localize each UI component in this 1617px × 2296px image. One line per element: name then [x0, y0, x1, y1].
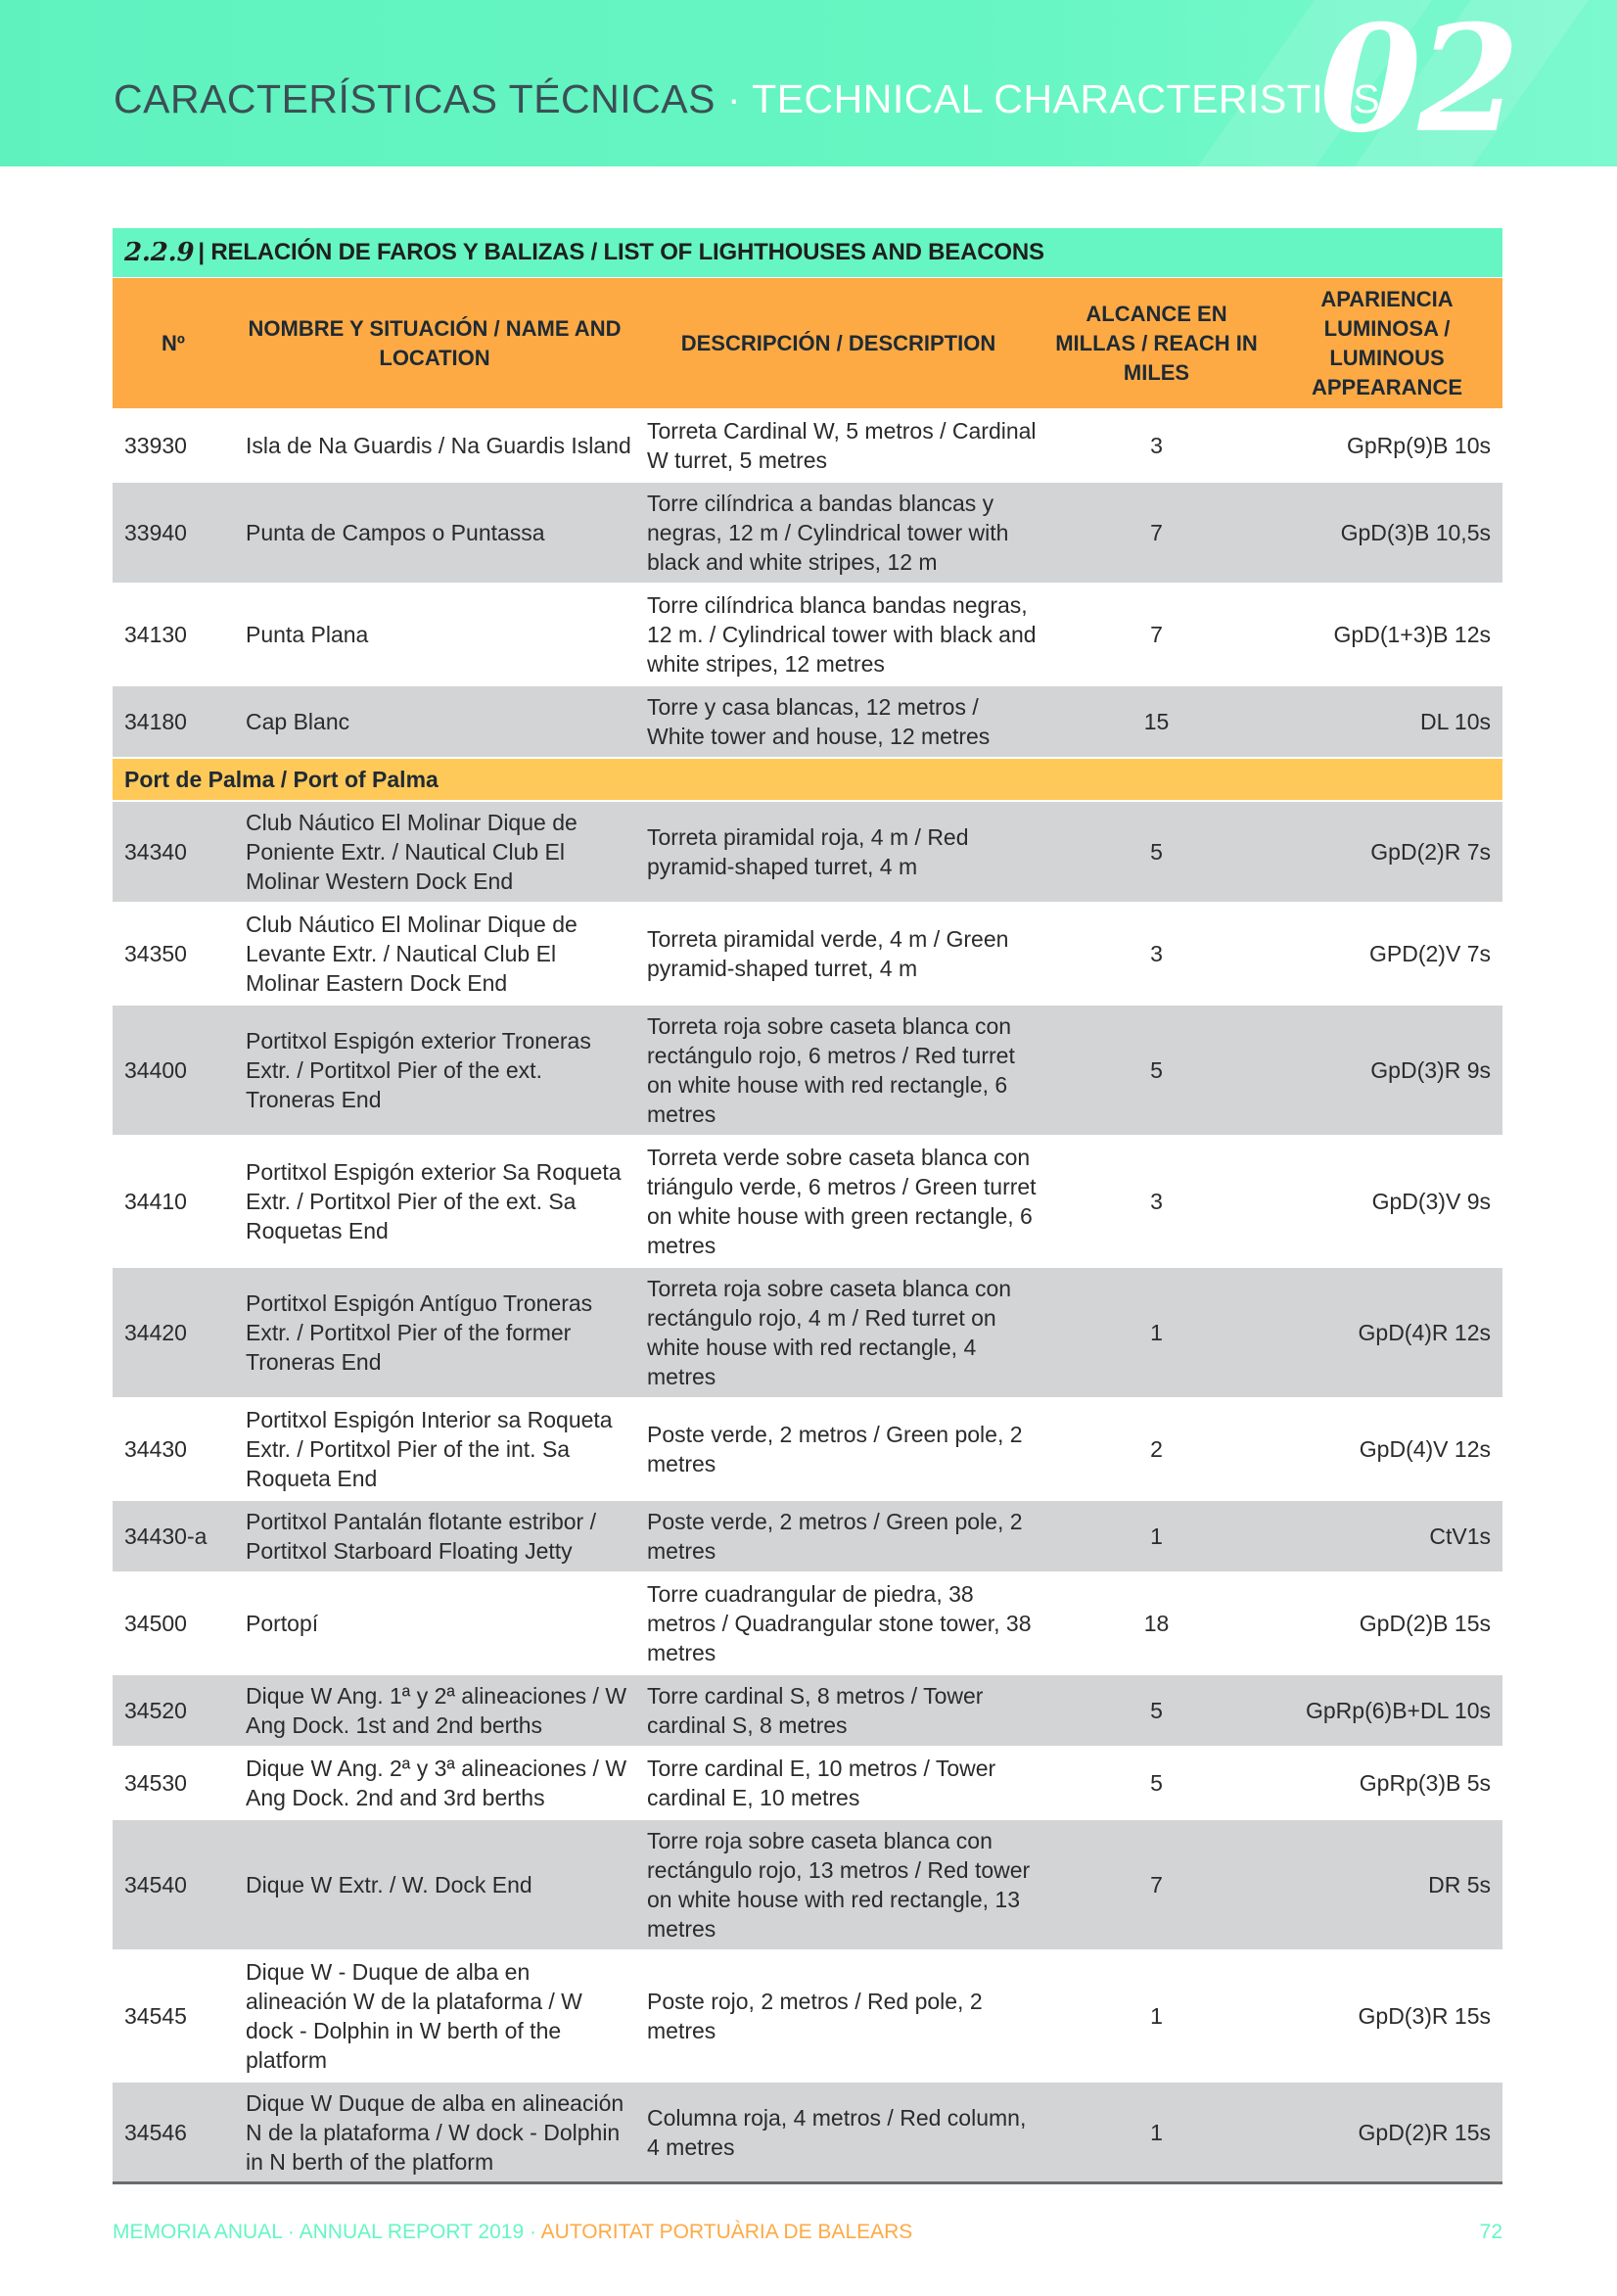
cell-description: Torreta piramidal verde, 4 m / Green pyramid-shaped turret, 4 m: [647, 926, 1009, 981]
table-subheading: Port de Palma / Port of Palma: [113, 757, 1502, 800]
footer-divider: [113, 2181, 1502, 2184]
cell-appearance: GpD(3)B 10,5s: [1340, 520, 1491, 545]
cell-no: 34340: [124, 839, 187, 865]
cell-description: Poste rojo, 2 metros / Red pole, 2 metres: [647, 1989, 983, 2043]
cell-no: 34180: [124, 709, 187, 734]
cell-appearance: GpRp(3)B 5s: [1359, 1770, 1491, 1796]
cell-reach: 7: [1150, 622, 1163, 647]
cell-appearance: GpD(4)V 12s: [1359, 1436, 1491, 1462]
page-number: 72: [1479, 2221, 1502, 2243]
cell-description: Torre cardinal E, 10 metros / Tower cardinal E, 10 metres: [647, 1756, 996, 1810]
cell-no: 34546: [124, 2120, 187, 2145]
cell-appearance: CtV1s: [1429, 1523, 1491, 1549]
header-separator: ·: [715, 76, 753, 121]
cell-description: Torre y casa blancas, 12 metros / White tower and house, 12 metres: [647, 694, 991, 749]
cell-name: Punta de Campos o Puntassa: [246, 520, 545, 545]
header-title: [114, 76, 1380, 122]
table-row: [113, 1746, 1502, 1818]
cell-reach: 5: [1150, 1057, 1163, 1083]
cell-appearance: GpD(3)V 9s: [1371, 1189, 1491, 1214]
table-row: [113, 408, 1502, 481]
cell-name: Cap Blanc: [246, 709, 350, 734]
cell-name: Portitxol Pantalán flotante estribor / Portitxol Starboard Floating Jetty: [246, 1509, 596, 1564]
cell-name: Dique W Ang. 1ª y 2ª alineaciones / W Ang Dock. 1st and 2nd berths: [246, 1683, 627, 1738]
cell-name: Club Náutico El Molinar Dique de Levante Extr. / Nautical Club El Molinar Eastern Dock End: [246, 912, 578, 996]
cell-reach: 5: [1150, 1698, 1163, 1723]
cell-reach: 5: [1150, 1770, 1163, 1796]
cell-name: Portitxol Espigón Interior sa Roqueta Extr. / Portitxol Pier of the int. Sa Roqueta End: [246, 1407, 613, 1491]
cell-appearance: GpRp(6)B+DL 10s: [1306, 1698, 1491, 1723]
cell-no: 34500: [124, 1611, 187, 1636]
cell-name: Dique W Extr. / W. Dock End: [246, 1872, 532, 1898]
column-header-name: NOMBRE Y SITUACIÓN / NAME AND LOCATION: [248, 315, 622, 370]
cell-name: Portopí: [246, 1611, 319, 1636]
cell-appearance: GpD(2)R 15s: [1358, 2120, 1491, 2145]
cell-reach: 3: [1150, 433, 1163, 458]
cell-no: 34350: [124, 941, 187, 966]
cell-reach: 7: [1150, 1872, 1163, 1898]
cell-name: Portitxol Espigón exterior Sa Roqueta Extr. / Portitxol Pier of the ext. Sa Roquetas End: [246, 1159, 622, 1243]
header-title-en: TECHNICAL CHARACTERISTICS: [752, 76, 1381, 121]
cell-no: 34400: [124, 1057, 187, 1083]
cell-description: Poste verde, 2 metros / Green pole, 2 metres: [647, 1509, 1023, 1564]
cell-description: Torre cardinal S, 8 metros / Tower cardinal S, 8 metres: [647, 1683, 984, 1738]
cell-reach: 1: [1150, 2003, 1163, 2029]
cell-no: 34530: [124, 1770, 187, 1796]
table-row: [113, 902, 1502, 1004]
cell-description: Torre cuadrangular de piedra, 38 metros / Quadrangular stone tower, 38 metres: [647, 1581, 1032, 1665]
footer-report: MEMORIA ANUAL · ANNUAL REPORT 2019 ·: [113, 2221, 541, 2243]
cell-description: Poste verde, 2 metros / Green pole, 2 metres: [647, 1422, 1023, 1476]
cell-description: Torreta verde sobre caseta blanca con triángulo verde, 6 metros / Green turret on white house with green rectangle, 6 metres: [647, 1145, 1037, 1258]
table-row: [113, 1397, 1502, 1499]
cell-name: Dique W Ang. 2ª y 3ª alineaciones / W Ang Dock. 2nd and 3rd berths: [246, 1756, 627, 1810]
table-row: [113, 1673, 1502, 1746]
cell-reach: 5: [1150, 839, 1163, 865]
table-row: [113, 481, 1502, 583]
column-header-description: DESCRIPCIÓN / DESCRIPTION: [680, 330, 996, 355]
cell-description: Torreta piramidal roja, 4 m / Red pyramid-shaped turret, 4 m: [647, 824, 969, 879]
table-row: [113, 1949, 1502, 2081]
table-header-row: [113, 278, 1502, 408]
cell-no: 34430-a: [124, 1523, 208, 1549]
cell-appearance: GpD(3)R 9s: [1370, 1057, 1491, 1083]
section-code: 2.2.9: [124, 238, 195, 267]
table-body-group-2: [113, 800, 1502, 2182]
column-header-appearance: APARIENCIA LUMINOSA / LUMINOUS APPEARANCE: [1311, 286, 1463, 399]
table-row: [113, 1135, 1502, 1266]
cell-description: Columna roja, 4 metros / Red column, 4 metres: [647, 2105, 1027, 2160]
cell-appearance: GpD(1+3)B 12s: [1333, 622, 1491, 647]
cell-appearance: GpD(2)R 7s: [1370, 839, 1491, 865]
cell-reach: 3: [1150, 941, 1163, 966]
cell-reach: 2: [1150, 1436, 1163, 1462]
cell-appearance: GpD(3)R 15s: [1358, 2003, 1491, 2029]
cell-description: Torreta roja sobre caseta blanca con rectángulo rojo, 6 metros / Red turret on white house with red rectangle, 6 metres: [647, 1013, 1015, 1127]
cell-no: 33930: [124, 433, 187, 458]
cell-description: Torre cilíndrica a bandas blancas y negras, 12 m / Cylindrical tower with black and white stripes, 12 m: [647, 491, 1009, 575]
cell-description: Torre roja sobre caseta blanca con rectángulo rojo, 13 metros / Red tower on white house with red rectangle, 13 metres: [647, 1828, 1031, 1942]
table-row: [113, 1266, 1502, 1397]
cell-reach: 7: [1150, 520, 1163, 545]
cell-appearance: GpD(2)B 15s: [1359, 1611, 1491, 1636]
column-header-no: Nº: [162, 330, 185, 355]
cell-no: 34410: [124, 1189, 187, 1214]
cell-reach: 3: [1150, 1189, 1163, 1214]
table-section-title: [113, 228, 1502, 277]
cell-appearance: GpRp(9)B 10s: [1346, 433, 1491, 458]
cell-name: Club Náutico El Molinar Dique de Poniente Extr. / Nautical Club El Molinar Western Dock End: [246, 810, 578, 894]
table-row: [113, 800, 1502, 902]
cell-appearance: GpD(4)R 12s: [1358, 1320, 1491, 1345]
table-row: [113, 684, 1502, 757]
table-row: [113, 1004, 1502, 1135]
cell-description: Torreta Cardinal W, 5 metros / Cardinal W turret, 5 metres: [647, 418, 1037, 473]
cell-no: 34420: [124, 1320, 187, 1345]
cell-reach: 1: [1150, 1320, 1163, 1345]
table-row: [113, 1818, 1502, 1949]
cell-no: 34540: [124, 1872, 187, 1898]
cell-reach: 1: [1150, 2120, 1163, 2145]
cell-name: Isla de Na Guardis / Na Guardis Island: [246, 433, 631, 458]
cell-appearance: DR 5s: [1428, 1872, 1491, 1898]
cell-name: Dique W - Duque de alba en alineación W de la plataforma / W dock - Dolphin in W berth of the platform: [246, 1959, 582, 2073]
cell-appearance: DL 10s: [1419, 709, 1491, 734]
cell-name: Portitxol Espigón exterior Troneras Extr. / Portitxol Pier of the ext. Troneras End: [246, 1028, 591, 1112]
cell-reach: 15: [1143, 709, 1170, 734]
cell-name: Portitxol Espigón Antíguo Troneras Extr. / Portitxol Pier of the former Troneras End: [246, 1290, 593, 1375]
cell-no: 34545: [124, 2003, 187, 2029]
cell-reach: 18: [1143, 1611, 1170, 1636]
header-title-es: CARACTERÍSTICAS TÉCNICAS: [114, 76, 716, 121]
table-row: [113, 2081, 1502, 2182]
page-header: [0, 0, 1617, 166]
section-number: 02: [1319, 0, 1516, 165]
table-body-group-1: [113, 408, 1502, 757]
section-title: | RELACIÓN DE FAROS Y BALIZAS / LIST OF LIGHTHOUSES AND BEACONS: [198, 239, 1044, 265]
cell-reach: 1: [1150, 1523, 1163, 1549]
cell-name: Dique W Duque de alba en alineación N de la plataforma / W dock - Dolphin in N berth of the platform: [246, 2090, 624, 2175]
cell-description: Torreta roja sobre caseta blanca con rectángulo rojo, 4 m / Red turret on white house with red rectangle, 4 metres: [647, 1276, 1012, 1389]
table-row: [113, 1499, 1502, 1571]
page-footer: [113, 2221, 1502, 2244]
cell-no: 34430: [124, 1436, 187, 1462]
cell-name: Punta Plana: [246, 622, 369, 647]
footer-authority: AUTORITAT PORTUÀRIA DE BALEARS: [540, 2221, 913, 2243]
lighthouses-table: [113, 228, 1502, 2182]
column-header-reach: ALCANCE EN MILLAS / REACH IN MILES: [1055, 301, 1258, 385]
cell-description: Torre cilíndrica blanca bandas negras, 12 m. / Cylindrical tower with black and white stripes, 12 metres: [647, 592, 1037, 677]
cell-no: 34130: [124, 622, 187, 647]
table-row: [113, 583, 1502, 684]
cell-appearance: GPD(2)V 7s: [1369, 941, 1491, 966]
table-row: [113, 1571, 1502, 1673]
cell-no: 34520: [124, 1698, 187, 1723]
cell-no: 33940: [124, 520, 187, 545]
